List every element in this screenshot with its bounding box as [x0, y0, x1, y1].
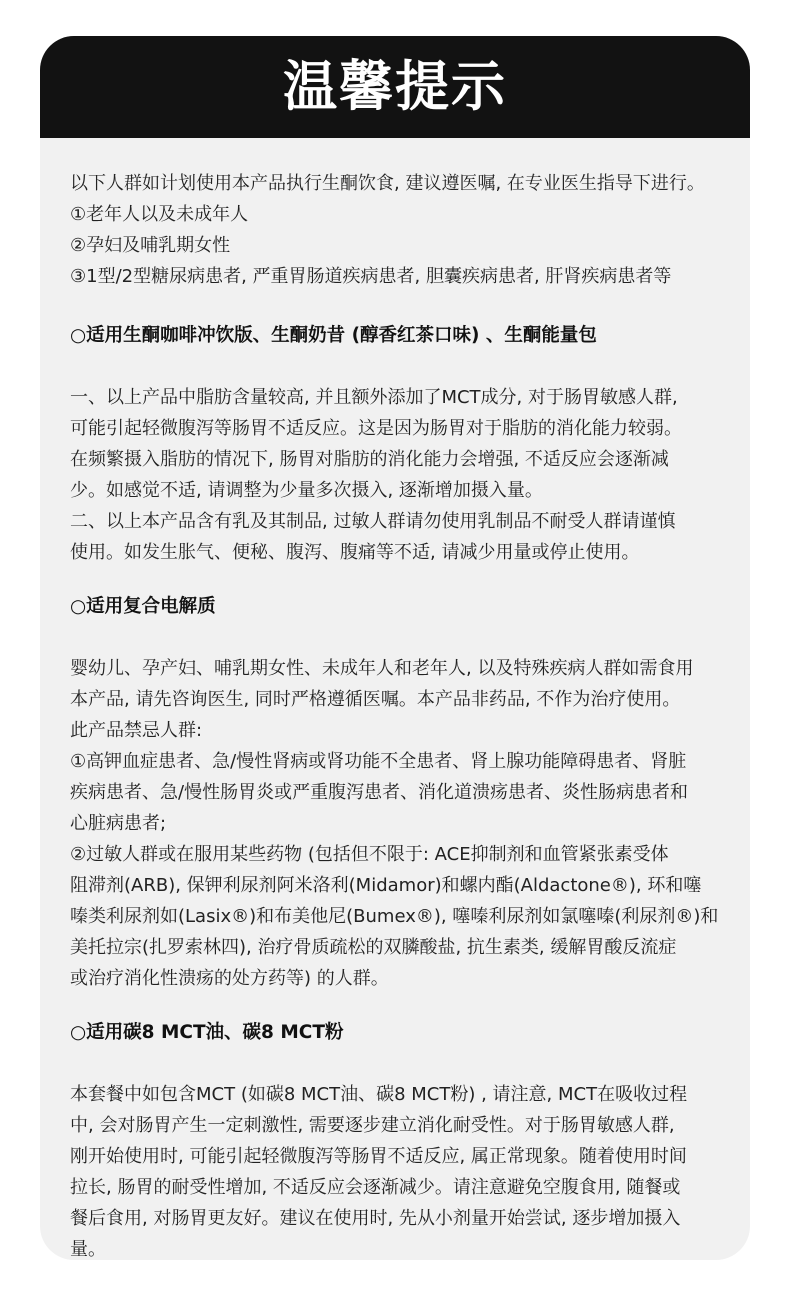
- section-line: 本产品, 请先咨询医生, 同时严格遵循医嘱。本产品非药品, 不作为治疗使用。: [70, 689, 681, 710]
- section-line: 本套餐中如包含MCT (如碳8 MCT油、碳8 MCT粉) , 请注意, MCT在吸收过程: [70, 1084, 688, 1105]
- section-line: 可能引起轻微腹泻等肠胃不适反应。这是因为肠胃对于脂肪的消化能力较弱。: [70, 418, 682, 439]
- section-line: 使用。如发生胀气、便秘、腹泻、腹痛等不适, 请减少用量或停止使用。: [70, 542, 640, 563]
- section-line: 或治疗消化性溃疡的处方药等) 的人群。: [70, 968, 389, 989]
- header-bar: [40, 36, 750, 138]
- section-line: ②过敏人群或在服用某些药物 (包括但不限于: ACE抑制剂和血管紧张素受体: [70, 844, 669, 865]
- section-line: 疾病患者、急/慢性肠胃炎或严重腹泻患者、消化道溃疡患者、炎性肠病患者和: [70, 782, 689, 803]
- section-mct: [70, 1017, 726, 1260]
- section-line: 中, 会对肠胃产生一定刺激性, 需要逐步建立消化耐受性。对于肠胃敏感人群,: [70, 1115, 675, 1136]
- section-line: 嗪类利尿剂如(Lasix®)和布美他尼(Bumex®), 噻嗪利尿剂如氯噻嗪(利尿剂®)和: [70, 906, 719, 927]
- section-line: 此产品禁忌人群:: [70, 720, 203, 741]
- section-line: 一、以上产品中脂肪含量较高, 并且额外添加了MCT成分, 对于肠胃敏感人群,: [70, 387, 678, 408]
- section-line: 在频繁摄入脂肪的情况下, 肠胃对脂肪的消化能力会增强, 不适反应会逐渐减: [70, 449, 669, 470]
- section-line: 刚开始使用时, 可能引起轻微腹泻等肠胃不适反应, 属正常现象。随着使用时间: [70, 1146, 687, 1167]
- section-line: 心脏病患者;: [70, 813, 167, 834]
- section-line: 少。如感觉不适, 请调整为少量多次摄入, 逐渐增加摄入量。: [70, 480, 543, 501]
- section-keto-drinks: [70, 320, 726, 568]
- section-line: 婴幼儿、孕产妇、哺乳期女性、未成年人和老年人, 以及特殊疾病人群如需食用: [70, 658, 694, 679]
- intro-line: ②孕妇及哺乳期女性: [70, 235, 231, 256]
- intro-line: ①老年人以及未成年人: [70, 204, 249, 225]
- section-line: 美托拉宗(扎罗索林四), 治疗骨质疏松的双膦酸盐, 抗生素类, 缓解胃酸反流症: [70, 937, 677, 958]
- section-line: 阻滞剂(ARB), 保钾利尿剂阿米洛利(Midamor)和螺内酯(Aldactone®), 环和噻: [70, 875, 702, 896]
- section-line: 二、以上本产品含有乳及其制品, 过敏人群请勿使用乳制品不耐受人群请谨慎: [70, 511, 676, 532]
- section-line: 拉长, 肠胃的耐受性增加, 不适反应会逐渐减少。请注意避免空腹食用, 随餐或: [70, 1177, 681, 1198]
- section-heading: ○适用生酮咖啡冲饮版、生酮奶昔 (醇香红茶口味) 、生酮能量包: [70, 325, 597, 346]
- intro-line: ③1型/2型糖尿病患者, 严重胃肠道疾病患者, 胆囊疾病患者, 肝肾疾病患者等: [70, 266, 672, 287]
- section-heading: ○适用碳8 MCT油、碳8 MCT粉: [70, 1022, 344, 1043]
- section-heading: ○适用复合电解质: [70, 596, 216, 617]
- notice-card: [40, 36, 750, 1260]
- notice-content: [70, 168, 726, 1260]
- page-title: 温馨提示: [283, 55, 507, 118]
- section-line: ①高钾血症患者、急/慢性肾病或肾功能不全患者、肾上腺功能障碍患者、肾脏: [70, 751, 687, 772]
- section-electrolyte: [70, 591, 726, 994]
- intro-line: 以下人群如计划使用本产品执行生酮饮食, 建议遵医嘱, 在专业医生指导下进行。: [70, 173, 705, 194]
- section-line: 餐后食用, 对肠胃更友好。建议在使用时, 先从小剂量开始尝试, 逐步增加摄入: [70, 1208, 681, 1229]
- section-line: 量。: [70, 1239, 106, 1260]
- intro-block: [70, 168, 726, 292]
